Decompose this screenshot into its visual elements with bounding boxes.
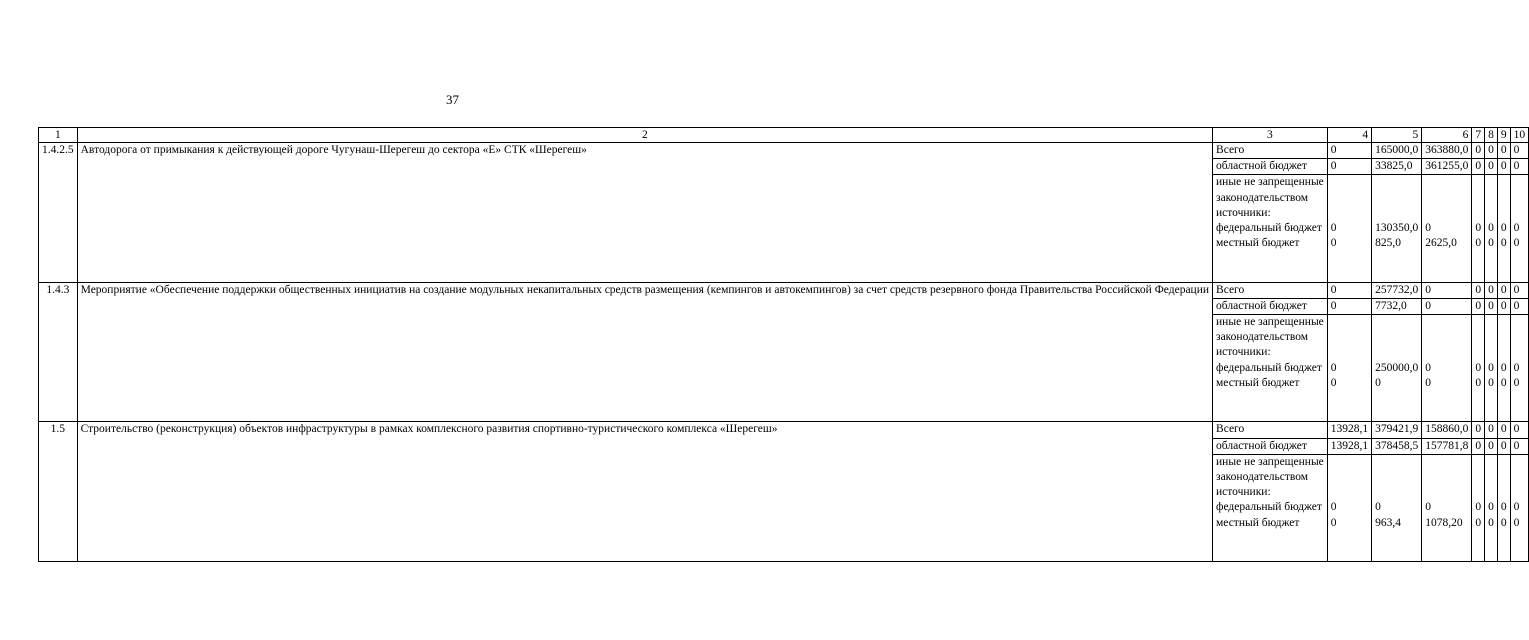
amount-value	[1375, 485, 1418, 500]
amount-value: 0	[1472, 299, 1484, 315]
amount-value: 0	[1328, 159, 1371, 175]
amount-value	[1488, 455, 1494, 470]
amount-value: 0	[1500, 237, 1507, 250]
amount-value: 0	[1485, 422, 1497, 438]
amount-value	[1425, 191, 1468, 206]
header-cell: 1	[39, 128, 78, 143]
amount-value: 0	[1513, 237, 1520, 250]
amount-value	[1475, 470, 1481, 485]
amount-value	[1331, 315, 1368, 330]
amount-value: 0	[1498, 439, 1510, 455]
amount-value	[1488, 315, 1494, 330]
amount-value: 257732,0	[1372, 283, 1421, 299]
amount-value: 0	[1513, 516, 1520, 529]
amount-value	[1475, 485, 1481, 500]
funding-source-label: местный бюджет	[1216, 237, 1300, 250]
amount-value: 0	[1511, 422, 1529, 438]
amount-value	[1475, 191, 1481, 206]
amount-value: 0	[1500, 221, 1507, 234]
amount-value	[1488, 330, 1494, 345]
amount-value: 825,0	[1375, 237, 1402, 250]
header-cell: 9	[1497, 128, 1510, 143]
amount-value	[1331, 175, 1368, 190]
amount-value: 0	[1488, 221, 1494, 234]
amount-value: 0	[1498, 283, 1510, 299]
amount-value: 0	[1472, 439, 1484, 455]
amount-value	[1514, 345, 1526, 360]
amount-value	[1488, 175, 1494, 190]
header-cell: 7	[1472, 128, 1485, 143]
amount-value: 0	[1500, 501, 1507, 514]
amount-value	[1514, 455, 1526, 470]
amount-value: 0	[1375, 376, 1381, 389]
row-id: 1.4.3	[39, 282, 78, 422]
amount-value: 378458,5	[1372, 439, 1421, 455]
header-cell: 3	[1213, 128, 1328, 143]
funding-source-label: областной бюджет	[1213, 159, 1327, 175]
value-cell-col-8	[1485, 143, 1498, 283]
amount-value	[1375, 330, 1418, 345]
amount-value	[1425, 455, 1468, 470]
amount-value: 0	[1513, 501, 1520, 514]
amount-value: 0	[1500, 376, 1507, 389]
funding-source-label: законодательством	[1216, 331, 1309, 344]
amount-value	[1501, 330, 1507, 345]
funding-source-label: источники:	[1216, 206, 1271, 219]
funding-source-label: местный бюджет	[1216, 516, 1300, 529]
value-cell-col-6	[1422, 282, 1472, 422]
amount-value	[1488, 485, 1494, 500]
table-row	[39, 143, 1529, 283]
amount-value: 0	[1472, 159, 1484, 175]
header-cell: 6	[1422, 128, 1472, 143]
amount-value	[1475, 315, 1481, 330]
amount-value: 0	[1475, 237, 1482, 250]
amount-value	[1425, 315, 1468, 330]
table-row	[39, 282, 1529, 422]
amount-value	[1331, 206, 1368, 221]
value-cell-col-4	[1327, 143, 1371, 283]
header-cell: 5	[1372, 128, 1422, 143]
amount-value	[1375, 315, 1418, 330]
amount-value	[1375, 191, 1418, 206]
amount-value: 0	[1498, 143, 1510, 159]
amount-value: 33825,0	[1372, 159, 1421, 175]
amount-value: 0	[1475, 516, 1482, 529]
amount-value	[1331, 330, 1368, 345]
amount-value: 0	[1488, 376, 1494, 389]
page-number: 37	[446, 92, 459, 107]
amount-value: 0	[1498, 422, 1510, 438]
amount-value	[1514, 315, 1526, 330]
amount-value: 0	[1500, 516, 1507, 529]
amount-value: 0	[1513, 221, 1520, 234]
amount-value: 0	[1511, 143, 1529, 159]
funding-source-labels	[1213, 282, 1328, 422]
amount-value	[1501, 455, 1507, 470]
value-cell-col-8	[1485, 282, 1498, 422]
amount-value: 0	[1511, 283, 1529, 299]
value-cell-col-9	[1497, 282, 1510, 422]
row-id: 1.4.2.5	[39, 143, 78, 283]
amount-value: 13928,1	[1328, 422, 1371, 438]
header-cell: 8	[1485, 128, 1498, 143]
funding-source-label: Всего	[1213, 143, 1327, 159]
funding-source-label: законодательством	[1216, 470, 1309, 483]
amount-value	[1501, 175, 1507, 190]
amount-value: 0	[1328, 283, 1371, 299]
amount-value	[1475, 345, 1481, 360]
amount-value	[1514, 175, 1526, 190]
amount-value: 0	[1488, 361, 1494, 374]
amount-value	[1488, 470, 1494, 485]
value-cell-col-9	[1497, 143, 1510, 283]
value-cell-col-5	[1372, 143, 1422, 283]
amount-value: 361255,0	[1422, 159, 1471, 175]
amount-value: 0	[1485, 299, 1497, 315]
funding-table	[38, 127, 1529, 562]
amount-value: 0	[1511, 159, 1529, 175]
amount-value: 0	[1330, 361, 1337, 374]
amount-value: 0	[1475, 221, 1482, 234]
amount-value	[1488, 206, 1494, 221]
value-cell-col-4	[1327, 282, 1371, 422]
funding-source-label: областной бюджет	[1213, 439, 1327, 455]
amount-value	[1375, 175, 1418, 190]
amount-value: 0	[1330, 516, 1337, 529]
row-name: Автодорога от примыкания к действующей дороге Чугунаш-Шерегеш до сектора «Е» СТК «Шерегеш»	[77, 143, 1212, 283]
amount-value: 0	[1498, 299, 1510, 315]
amount-value	[1514, 485, 1526, 500]
amount-value	[1375, 206, 1418, 221]
amount-value: 0	[1422, 283, 1471, 299]
value-cell-col-10	[1510, 143, 1529, 283]
funding-source-label: федеральный бюджет	[1216, 501, 1322, 514]
funding-source-label: областной бюджет	[1213, 299, 1327, 315]
header-cell: 2	[77, 128, 1212, 143]
amount-value	[1514, 191, 1526, 206]
amount-value	[1488, 345, 1494, 360]
amount-value	[1514, 206, 1526, 221]
amount-value	[1501, 470, 1507, 485]
funding-source-labels	[1213, 422, 1328, 562]
value-cell-col-9	[1497, 422, 1510, 562]
amount-value	[1331, 345, 1368, 360]
value-cell-col-7	[1472, 282, 1485, 422]
funding-source-label: источники:	[1216, 486, 1271, 499]
amount-value: 7732,0	[1372, 299, 1421, 315]
amount-value	[1331, 485, 1368, 500]
amount-value	[1331, 470, 1368, 485]
funding-source-label: законодательством	[1216, 191, 1309, 204]
amount-value	[1488, 191, 1494, 206]
amount-value	[1501, 345, 1507, 360]
amount-value	[1425, 470, 1468, 485]
funding-source-labels	[1213, 143, 1328, 283]
amount-value	[1375, 455, 1418, 470]
table-header-row	[39, 128, 1529, 143]
amount-value: 0	[1330, 501, 1337, 514]
amount-value: 0	[1513, 376, 1520, 389]
amount-value: 0	[1488, 516, 1494, 529]
amount-value	[1375, 345, 1418, 360]
amount-value: 0	[1485, 283, 1497, 299]
funding-source-label: местный бюджет	[1216, 376, 1300, 389]
amount-value: 0	[1498, 159, 1510, 175]
amount-value: 0	[1425, 361, 1432, 374]
amount-value: 0	[1475, 376, 1482, 389]
amount-value: 963,4	[1375, 516, 1402, 529]
funding-source-label: федеральный бюджет	[1216, 361, 1322, 374]
amount-value: 165000,0	[1372, 143, 1421, 159]
amount-value: 0	[1375, 501, 1381, 514]
amount-value: 250000,0	[1375, 361, 1419, 374]
amount-value	[1425, 345, 1468, 360]
funding-source-label: иные не запрещенные	[1216, 316, 1324, 329]
amount-value	[1375, 470, 1418, 485]
funding-source-label: Всего	[1213, 283, 1327, 299]
amount-value: 0	[1328, 299, 1371, 315]
amount-value: 0	[1475, 361, 1482, 374]
value-cell-col-4	[1327, 422, 1371, 562]
amount-value: 0	[1500, 361, 1507, 374]
header-cell: 10	[1510, 128, 1529, 143]
amount-value: 363880,0	[1422, 143, 1471, 159]
amount-value: 0	[1488, 237, 1494, 250]
amount-value	[1501, 485, 1507, 500]
amount-value	[1501, 191, 1507, 206]
amount-value: 0	[1485, 143, 1497, 159]
row-name: Мероприятие «Обеспечение поддержки общественных инициатив на создание модульных некапитальных средств размещения (кемпингов и автокемпингов) за счет средств резервного фонда Правительства Российской Федерации	[77, 282, 1212, 422]
amount-value	[1514, 330, 1526, 345]
amount-value	[1475, 175, 1481, 190]
amount-value	[1475, 330, 1481, 345]
amount-value: 2625,0	[1425, 237, 1457, 250]
funding-source-label: источники:	[1216, 346, 1271, 359]
amount-value: 0	[1511, 439, 1529, 455]
amount-value: 157781,8	[1422, 439, 1471, 455]
value-cell-col-5	[1372, 422, 1422, 562]
amount-value: 130350,0	[1375, 221, 1419, 234]
amount-value	[1331, 191, 1368, 206]
funding-source-label: иные не запрещенные	[1216, 176, 1324, 189]
amount-value: 158860,0	[1422, 422, 1471, 438]
amount-value: 379421,9	[1372, 422, 1421, 438]
amount-value	[1501, 315, 1507, 330]
value-cell-col-10	[1510, 282, 1529, 422]
amount-value	[1475, 206, 1481, 221]
amount-value: 1078,20	[1425, 516, 1463, 529]
amount-value: 0	[1425, 376, 1432, 389]
value-cell-col-8	[1485, 422, 1498, 562]
row-id: 1.5	[39, 422, 78, 562]
amount-value: 0	[1330, 237, 1337, 250]
amount-value	[1425, 175, 1468, 190]
row-name: Строительство (реконструкция) объектов инфраструктуры в рамках комплексного развития спортивно-туристического комплекса «Шерегеш»	[77, 422, 1212, 562]
amount-value: 0	[1330, 221, 1337, 234]
amount-value	[1501, 206, 1507, 221]
amount-value: 0	[1425, 221, 1432, 234]
value-cell-col-6	[1422, 422, 1472, 562]
amount-value	[1475, 455, 1481, 470]
amount-value: 0	[1485, 159, 1497, 175]
value-cell-col-10	[1510, 422, 1529, 562]
amount-value	[1331, 455, 1368, 470]
value-cell-col-7	[1472, 143, 1485, 283]
value-cell-col-7	[1472, 422, 1485, 562]
amount-value: 0	[1472, 422, 1484, 438]
amount-value: 0	[1511, 299, 1529, 315]
funding-source-label: иные не запрещенные	[1216, 455, 1324, 468]
amount-value: 0	[1472, 143, 1484, 159]
table-row	[39, 422, 1529, 562]
amount-value	[1514, 470, 1526, 485]
value-cell-col-6	[1422, 143, 1472, 283]
amount-value: 0	[1475, 501, 1482, 514]
amount-value	[1425, 206, 1468, 221]
amount-value: 13928,1	[1328, 439, 1371, 455]
header-cell: 4	[1327, 128, 1371, 143]
funding-source-label: федеральный бюджет	[1216, 221, 1322, 234]
amount-value: 0	[1425, 501, 1432, 514]
amount-value: 0	[1485, 439, 1497, 455]
amount-value: 0	[1330, 376, 1337, 389]
amount-value: 0	[1488, 501, 1494, 514]
amount-value	[1425, 330, 1468, 345]
value-cell-col-5	[1372, 282, 1422, 422]
funding-source-label: Всего	[1213, 422, 1327, 438]
amount-value	[1425, 485, 1468, 500]
amount-value: 0	[1472, 283, 1484, 299]
amount-value: 0	[1328, 143, 1371, 159]
amount-value: 0	[1513, 361, 1520, 374]
amount-value: 0	[1422, 299, 1471, 315]
